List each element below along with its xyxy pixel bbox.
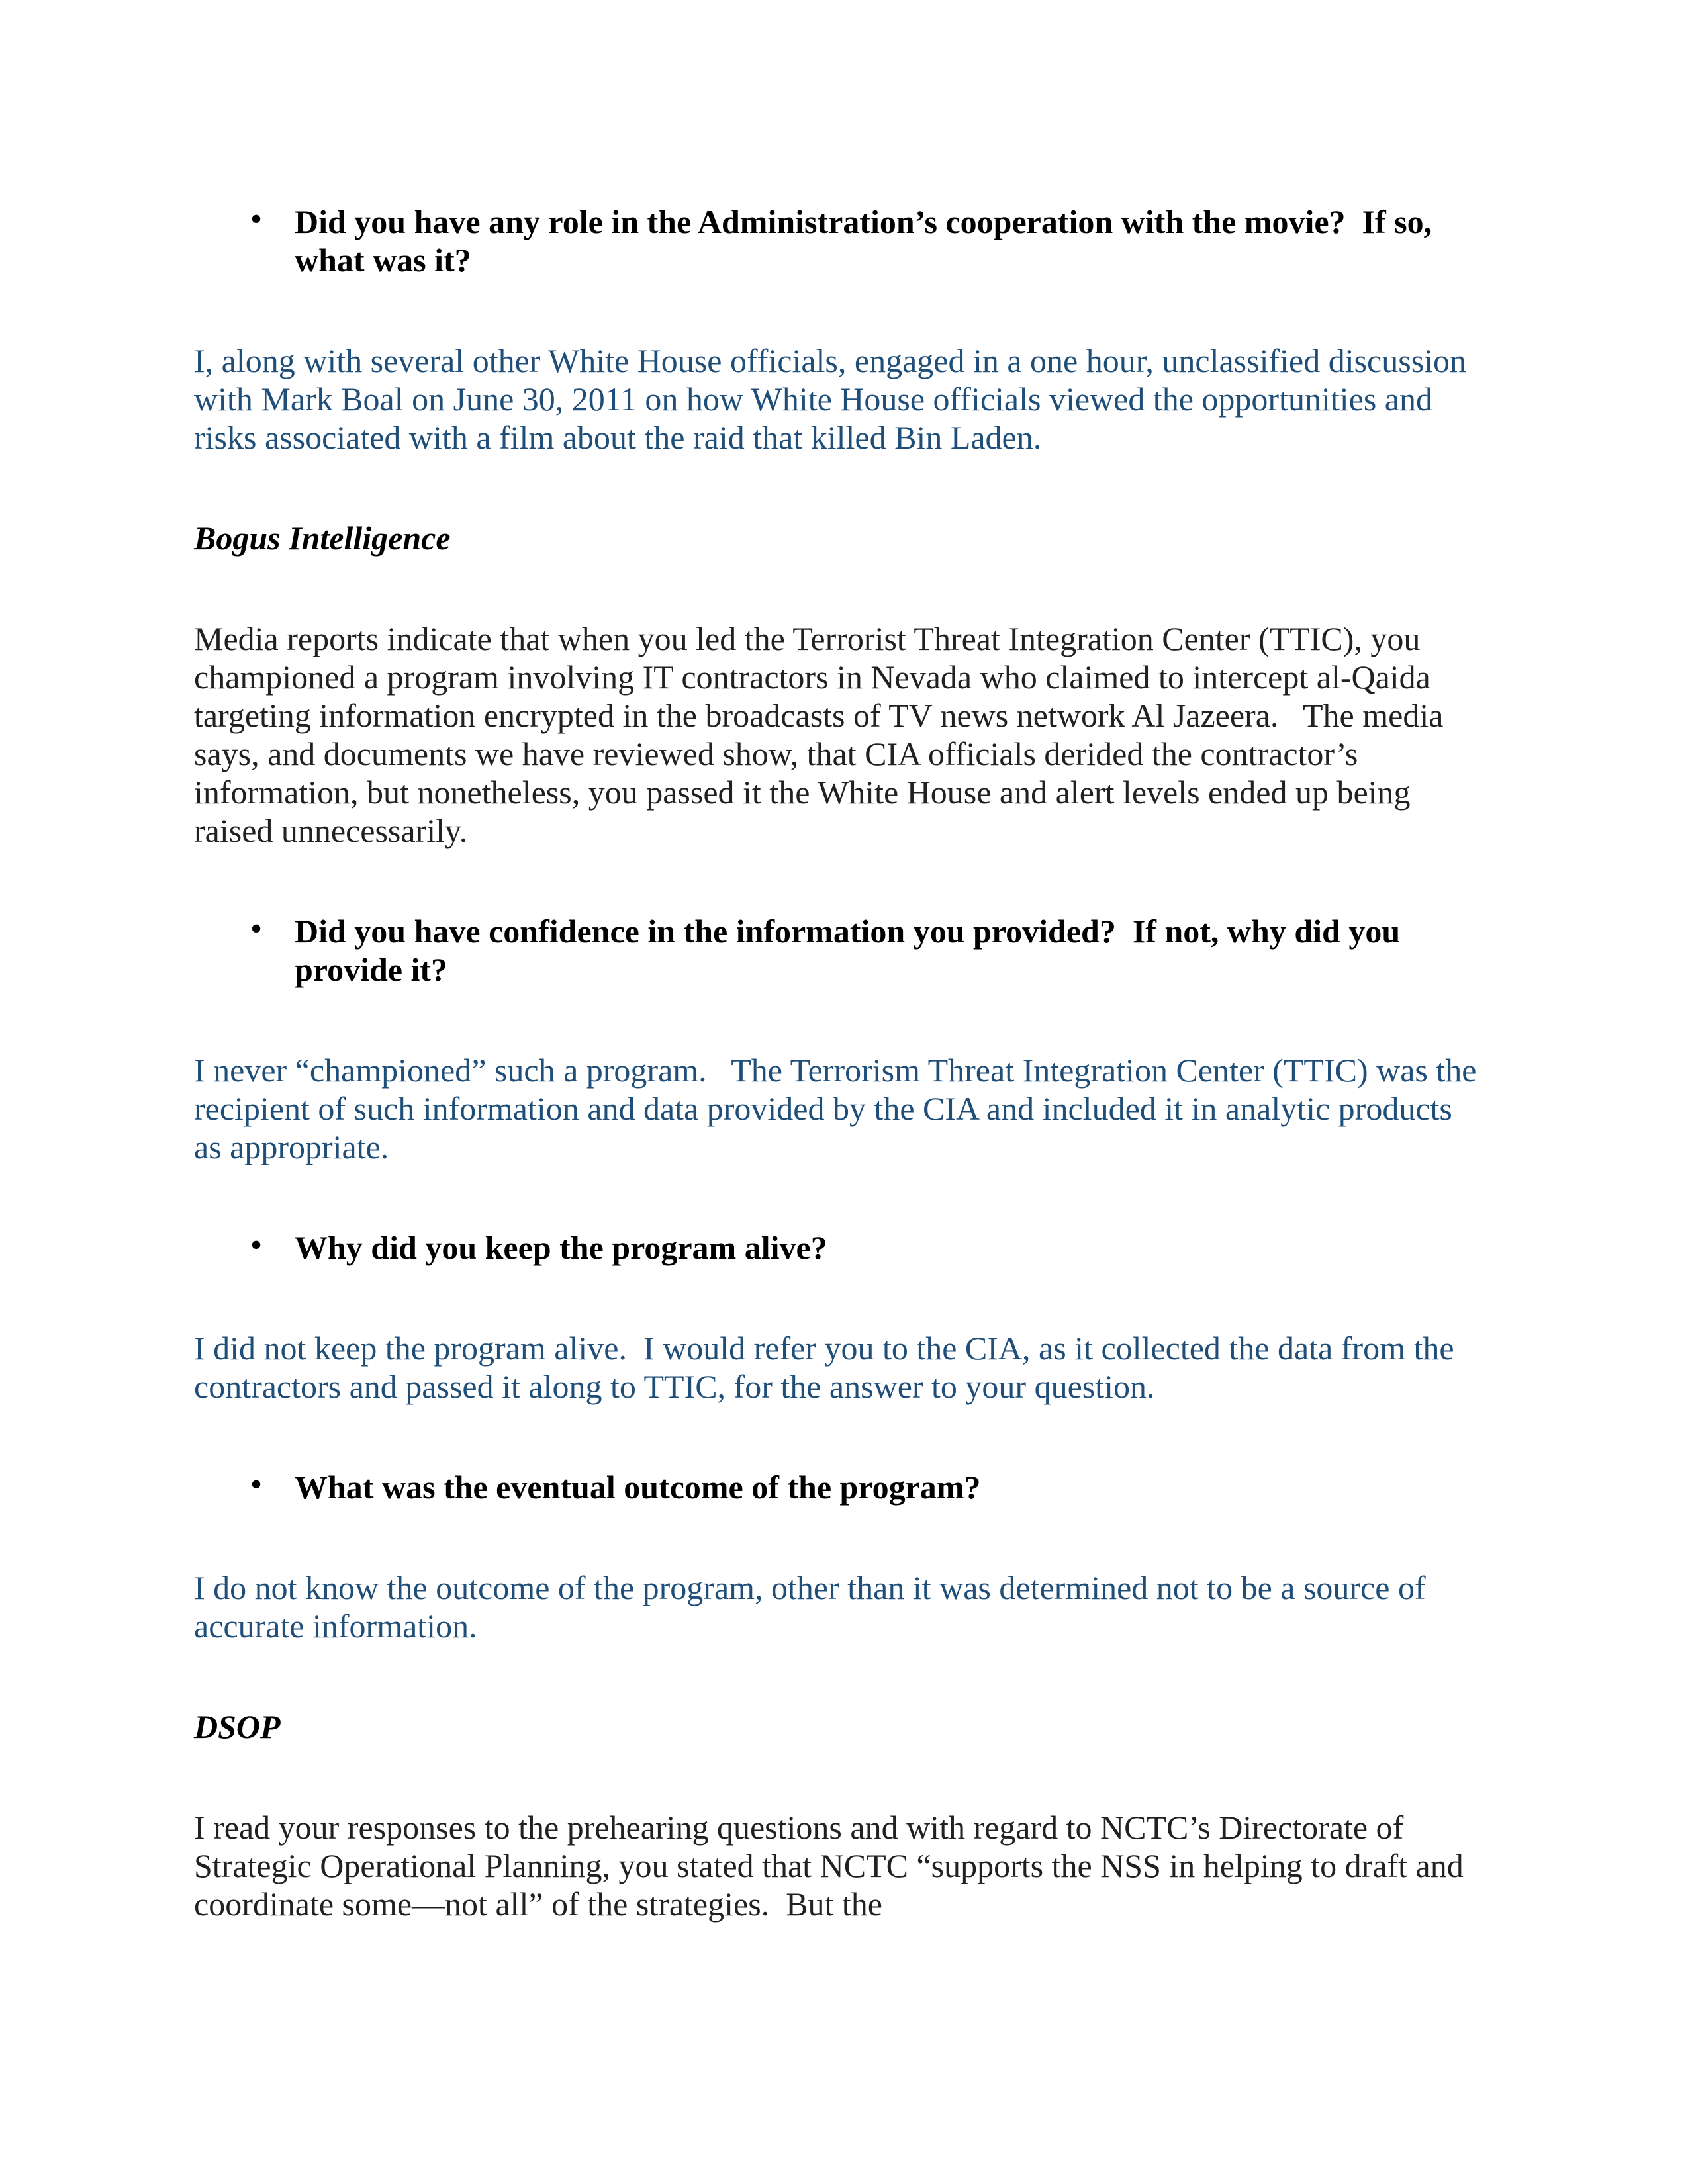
answer-paragraph: I never “championed” such a program. The Terrorism Threat Integration Center (TTIC) was the recipient of such information and data provided by the CIA and included it in analytic products as appropriate. — [194, 1052, 1485, 1165]
bullet-dot-icon: • — [251, 202, 262, 236]
body-paragraph: I read your responses to the prehearing questions and with regard to NCTC’s Directorate of Strategic Operational Planning, you stated that NCTC “supports the NSS in helping to draft and coordinate some—not all” of the strategies. But the — [194, 1809, 1472, 1923]
question-text: Did you have any role in the Administration’s cooperation with the movie? If so, what was it? — [295, 203, 1440, 279]
question-text: Did you have confidence in the information you provided? If not, why did you provide it? — [295, 913, 1409, 988]
answer-paragraph: I did not keep the program alive. I would refer you to the CIA, as it collected the data from the contractors and passed it along to TTIC, for the answer to your question. — [194, 1330, 1463, 1405]
body-paragraph: Media reports indicate that when you led the Terrorist Threat Integration Center (TTIC), you championed a program involving IT contractors in Nevada who claimed to intercept al-Qaida targeting information encrypted in the broadcasts of TV news network Al Jazeera. The media says, and documents we have reviewed show, that CIA officials derided the contractor’s information, but nonetheless, you passed it the White House and alert levels ended up being raised unnecessarily. — [194, 620, 1452, 849]
question-bullet-item — [194, 912, 1488, 989]
answer-paragraph: I do not know the outcome of the program, other than it was determined not to be a source of accurate information. — [194, 1569, 1434, 1645]
bullet-dot-icon: • — [251, 911, 262, 945]
bullet-dot-icon: • — [251, 1467, 262, 1501]
section-heading: DSOP — [194, 1708, 281, 1745]
answer-paragraph: I, along with several other White House officials, engaged in a one hour, unclassified discussion with Mark Boal on June 30, 2011 on how White House officials viewed the opportunities and risks associated with a film about the raid that killed Bin Laden. — [194, 342, 1475, 456]
document-content — [194, 203, 1488, 1985]
question-bullet-item — [194, 1468, 1488, 1506]
question-text: What was the eventual outcome of the program? — [295, 1469, 981, 1506]
question-bullet-item — [194, 203, 1488, 279]
bullet-dot-icon: • — [251, 1228, 262, 1261]
question-text: Why did you keep the program alive? — [295, 1229, 827, 1266]
section-heading: Bogus Intelligence — [194, 520, 451, 557]
question-bullet-item — [194, 1228, 1488, 1267]
